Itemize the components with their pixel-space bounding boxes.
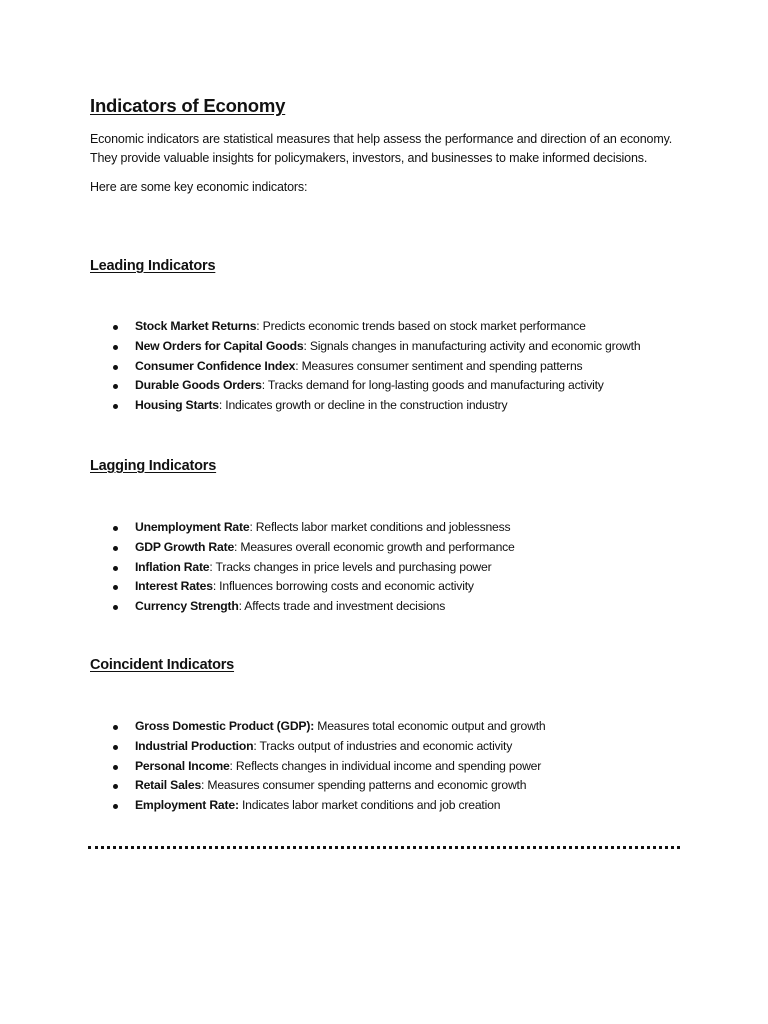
bullet-icon [113, 725, 118, 730]
list-item: Inflation Rate: Tracks changes in price levels and purchasing power [90, 558, 690, 578]
document-title: Indicators of Economy [90, 95, 286, 116]
indicator-description: Influences borrowing costs and economic activity [216, 579, 474, 594]
indicator-term: Stock Market Returns [135, 319, 257, 333]
list-item: GDP Growth Rate: Measures overall economic growth and performance [90, 538, 690, 558]
list-item [90, 717, 690, 737]
bullet-icon [113, 404, 118, 409]
indicator-description: Indicates labor market conditions and job creation [238, 798, 501, 813]
bullet-icon [113, 585, 118, 590]
list-item: Interest Rates: Influences borrowing costs and economic activity [90, 577, 690, 597]
indicator-description: Tracks output of industries and economic activity [256, 738, 513, 753]
indicator-description: Indicates growth or decline in the construction industry [222, 398, 508, 413]
leading-indicators-list [90, 317, 690, 416]
indicator-term: Industrial Production [135, 738, 254, 753]
indicator-description: Measures overall economic growth and performance [237, 539, 515, 554]
indicator-term: Retail Sales [135, 778, 202, 793]
indicator-term: Personal Income [135, 758, 230, 773]
list-item: Stock Market Returns: Predicts economic trends based on stock market performance [90, 317, 690, 337]
bullet-icon [113, 605, 118, 610]
list-item: Housing Starts: Indicates growth or decline in the construction industry [90, 396, 690, 416]
bullet-icon [113, 745, 118, 750]
list-item: Personal Income: Reflects changes in individual income and spending power [90, 757, 690, 777]
indicator-description: Predicts economic trends based on stock market performance [259, 319, 586, 333]
indicator-description: Measures consumer sentiment and spending patterns [298, 358, 583, 373]
list-item: Durable Goods Orders: Tracks demand for long-lasting goods and manufacturing activity [90, 376, 690, 396]
bullet-icon [113, 784, 118, 789]
intro-paragraph: Economic indicators are statistical measures that help assess the performance and direction of an economy. They provide valuable insights for policymakers, investors, and businesses to make informed decisions. [90, 132, 673, 165]
indicator-term: Consumer Confidence Index [135, 358, 296, 373]
bullet-icon [113, 765, 118, 770]
list-item: Retail Sales: Measures consumer spending patterns and economic growth [90, 776, 690, 796]
list-item: Currency Strength: Affects trade and investment decisions [90, 597, 690, 617]
section-heading-leading: Leading Indicators [90, 258, 216, 274]
indicator-description: Reflects labor market conditions and joblessness [252, 520, 511, 534]
lagging-indicators-list [90, 518, 690, 617]
bullet-icon [113, 345, 118, 350]
bullet-icon [113, 566, 118, 571]
list-item: New Orders for Capital Goods: Signals changes in manufacturing activity and economic growth [90, 337, 690, 357]
bullet-icon [113, 526, 118, 531]
intro-block [90, 130, 685, 197]
indicator-description: Signals changes in manufacturing activity and economic growth [306, 338, 641, 353]
indicator-term: Employment Rate: [135, 798, 239, 813]
bullet-icon [113, 546, 118, 551]
list-item [90, 796, 690, 816]
indicator-description: Measures consumer spending patterns and economic growth [204, 778, 527, 793]
section-heading-lagging: Lagging Indicators [90, 458, 217, 474]
indicator-term: Unemployment Rate [135, 520, 250, 534]
indicator-description: Affects trade and investment decisions [241, 599, 446, 614]
bullet-icon [113, 325, 118, 330]
bullet-icon [113, 804, 118, 809]
indicator-term: Housing Starts [135, 398, 219, 413]
indicator-description: Tracks changes in price levels and purchasing power [212, 559, 492, 574]
list-item: Industrial Production: Tracks output of industries and economic activity [90, 737, 690, 757]
list-item: Consumer Confidence Index: Measures consumer sentiment and spending patterns [90, 357, 690, 377]
indicator-description: Measures total economic output and growth [314, 719, 546, 733]
dotted-separator [88, 846, 680, 849]
indicator-term: Gross Domestic Product (GDP): [135, 719, 315, 733]
bullet-icon [113, 384, 118, 389]
indicator-term: Inflation Rate [135, 559, 210, 574]
indicator-term: Interest Rates [135, 579, 213, 594]
indicator-description: Tracks demand for long-lasting goods and manufacturing activity [264, 378, 604, 393]
lead-in-text: Here are some key economic indicators: [90, 180, 308, 194]
indicator-term: New Orders for Capital Goods [135, 338, 304, 353]
indicator-term: GDP Growth Rate [135, 539, 235, 554]
coincident-indicators-list [90, 717, 690, 816]
section-heading-coincident: Coincident Indicators [90, 657, 235, 673]
list-item: Unemployment Rate: Reflects labor market conditions and joblessness [90, 518, 690, 538]
indicator-term: Durable Goods Orders [135, 378, 262, 393]
indicator-description: Reflects changes in individual income and spending power [232, 758, 542, 773]
bullet-icon [113, 365, 118, 370]
document-page [90, 0, 690, 1024]
indicator-term: Currency Strength [135, 599, 239, 614]
